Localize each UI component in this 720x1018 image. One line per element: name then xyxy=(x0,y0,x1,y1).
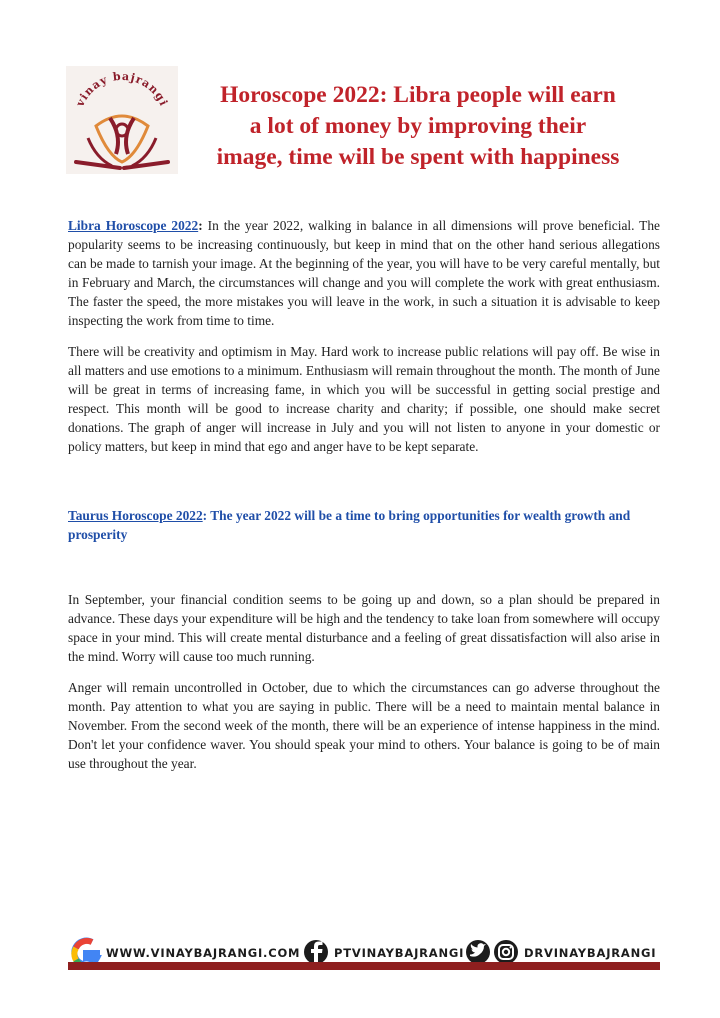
facebook-icon[interactable] xyxy=(304,940,328,964)
paragraph-text: In the year 2022, walking in balance in all dimensions will prove beneficial. The popularity seems to be increasing continuously, but keep in mind that on the other hand serious allegations can be made to tarnish your image. At the beginning of the year, you will have to be very careful mentally, but in February and March, the circumstances will change and you will complete the work with great enthusiasm. The faster the speed, the more mistakes you will leave in the work, in such a situation it is advisable to keep inspecting the work from time to time. xyxy=(68,218,660,328)
title-line: a lot of money by improving their xyxy=(249,113,587,139)
subhead-text: : The year 2022 will be a time to bring opportunities for wealth growth and prosperity xyxy=(68,508,631,542)
libra-horoscope-link[interactable]: Libra Horoscope 2022 xyxy=(68,218,199,233)
paragraph xyxy=(68,216,660,330)
logo-text: vinay bajrangi xyxy=(73,69,171,109)
page-title xyxy=(186,80,650,173)
social-handle[interactable]: DRVINAYBAJRANGI xyxy=(524,946,657,960)
instagram-icon[interactable] xyxy=(494,940,518,964)
twitter-icon[interactable] xyxy=(466,940,490,964)
vinay-bajrangi-logo xyxy=(66,66,178,174)
colon: : xyxy=(198,218,203,233)
website-link[interactable]: WWW.VINAYBAJRANGI.COM xyxy=(106,946,301,960)
article-body xyxy=(68,216,660,785)
facebook-handle[interactable]: PTVINAYBAJRANGI xyxy=(334,946,465,960)
title-line: image, time will be spent with happiness xyxy=(216,144,620,170)
footer-bar xyxy=(68,962,660,970)
paragraph: There will be creativity and optimism in May. Hard work to increase public relations will pay off. Be wise in all matters and use emotions to a minimum. Enthusiasm will remain throughout the month. The month of June will be great in terms of increasing fame, in which you will be successful in getting social prestige and respect. This month will be good to increase charity and charity; if possible, one should make secret donations. The graph of anger will increase in July and you will not listen to anyone in your domestic or policy matters, but keep in mind that ego and anger have to be kept separate. xyxy=(68,344,660,454)
section-subhead xyxy=(68,506,660,544)
title-line: Horoscope 2022: Libra people will earn xyxy=(220,82,616,108)
paragraph: Anger will remain uncontrolled in October, due to which the circumstances can go adverse throughout the month. Pay attention to what you are saying in public. There will be a need to maintain mental balance in November. From the second week of the month, there will be an experience of intense happiness in the mind. Don't let your confidence waver. You should speak your mind to others. Your balance is going to be of main use throughout the year. xyxy=(68,680,660,771)
paragraph: In September, your financial condition seems to be going up and down, so a plan should be prepared in advance. These days your expenditure will be high and the tendency to take loan from somewhere will occupy space in your mind. This will create mental disturbance and a feeling of great dissatisfaction will also arise in the mind. Worry will cause too much running. xyxy=(68,592,660,664)
taurus-horoscope-link[interactable]: Taurus Horoscope 2022 xyxy=(68,508,203,523)
